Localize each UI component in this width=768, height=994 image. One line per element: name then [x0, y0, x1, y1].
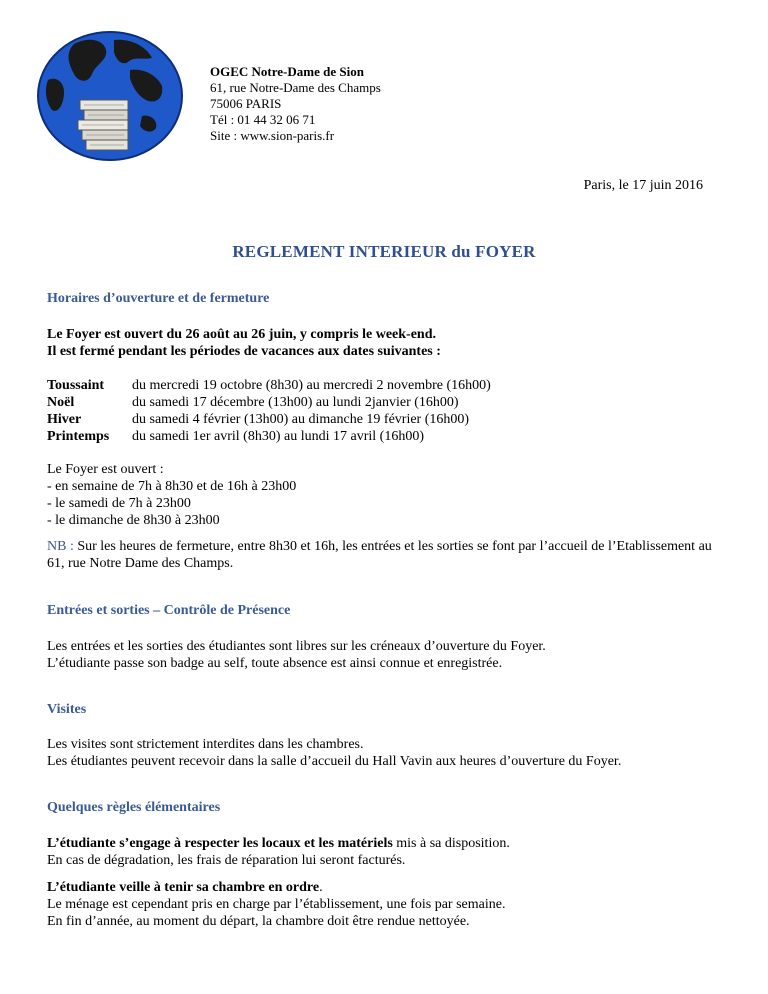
document-title: REGLEMENT INTERIEUR du FOYER [232, 242, 536, 261]
nb-label: NB : [47, 539, 74, 554]
heading-horaires: Horaires d’ouverture et de fermeture [47, 291, 270, 306]
rule-2-line3: En fin d’année, au moment du départ, la chambre doit être rendue nettoyée. [47, 914, 470, 929]
entrees-line: L’étudiante passe son badge au self, toute absence est ainsi connue et enregistrée. [47, 656, 503, 671]
org-address: 61, rue Notre-Dame des Champs [210, 80, 381, 95]
period-row [47, 377, 491, 394]
heading-regles: Quelques règles élémentaires [47, 800, 221, 815]
opening-hours-line: - en semaine de 7h à 8h30 et de 16h à 23h00 [47, 479, 297, 494]
nb-text: Sur les heures de fermeture, entre 8h30 et 16h, les entrées et les sorties se font par l’accueil de l’Etablissement au 61, rue Notre Dame des Champs. [47, 539, 712, 571]
period-name: Hiver [47, 412, 82, 427]
vacation-periods [47, 377, 491, 445]
rule-1-bold: L’étudiante s’engage à respecter les locaux et les matériels [47, 836, 393, 851]
entrees-text [47, 638, 727, 672]
letterhead [210, 64, 381, 144]
period-dates: du samedi 1er avril (8h30) au lundi 17 avril (16h00) [132, 429, 424, 444]
period-row [47, 411, 491, 428]
org-city: 75006 PARIS [210, 96, 282, 111]
opening-hours-title: Le Foyer est ouvert : [47, 462, 164, 477]
heading-entrees: Entrées et sorties – Contrôle de Présence [47, 603, 291, 618]
rule-2 [47, 879, 727, 930]
visites-line: Les étudiantes peuvent recevoir dans la salle d’accueil du Hall Vavin aux heures d’ouverture du Foyer. [47, 754, 622, 769]
visites-text [47, 736, 727, 770]
rule-1 [47, 835, 727, 869]
globe-books-logo [34, 30, 184, 162]
period-dates: du samedi 4 février (13h00) au dimanche 19 février (16h00) [132, 412, 470, 427]
opening-hours [47, 461, 727, 529]
opening-hours-line: - le dimanche de 8h30 à 23h00 [47, 513, 220, 528]
horaires-intro-line1: Le Foyer est ouvert du 26 août au 26 juin, y compris le week-end. [47, 327, 436, 342]
horaires-intro-line2: Il est fermé pendant les périodes de vacances aux dates suivantes : [47, 344, 441, 359]
entrees-line: Les entrées et les sorties des étudiantes sont libres sur les créneaux d’ouverture du Foyer. [47, 639, 546, 654]
visites-line: Les visites sont strictement interdites dans les chambres. [47, 737, 364, 752]
rule-2-line2: Le ménage est cependant pris en charge par l’établissement, une fois par semaine. [47, 897, 506, 912]
period-name: Toussaint [47, 378, 105, 393]
period-name: Noël [47, 395, 75, 410]
period-dates: du mercredi 19 octobre (8h30) au mercredi 2 novembre (16h00) [132, 378, 491, 393]
period-row [47, 428, 491, 445]
org-name: OGEC Notre-Dame de Sion [210, 64, 364, 79]
rule-2-bold: L’étudiante veille à tenir sa chambre en ordre [47, 880, 320, 895]
rule-2-rest: . [319, 880, 323, 895]
rule-1-line2: En cas de dégradation, les frais de réparation lui seront facturés. [47, 853, 406, 868]
org-site: Site : www.sion-paris.fr [210, 128, 335, 143]
period-name: Printemps [47, 429, 110, 444]
period-dates: du samedi 17 décembre (13h00) au lundi 2janvier (16h00) [132, 395, 459, 410]
heading-visites: Visites [47, 702, 87, 717]
period-row [47, 394, 491, 411]
horaires-intro [47, 326, 727, 360]
document-date: Paris, le 17 juin 2016 [583, 178, 703, 193]
opening-hours-line: - le samedi de 7h à 23h00 [47, 496, 191, 511]
rule-1-rest: mis à sa disposition. [392, 836, 510, 851]
org-phone: Tél : 01 44 32 06 71 [210, 112, 316, 127]
nb-note [47, 538, 727, 572]
